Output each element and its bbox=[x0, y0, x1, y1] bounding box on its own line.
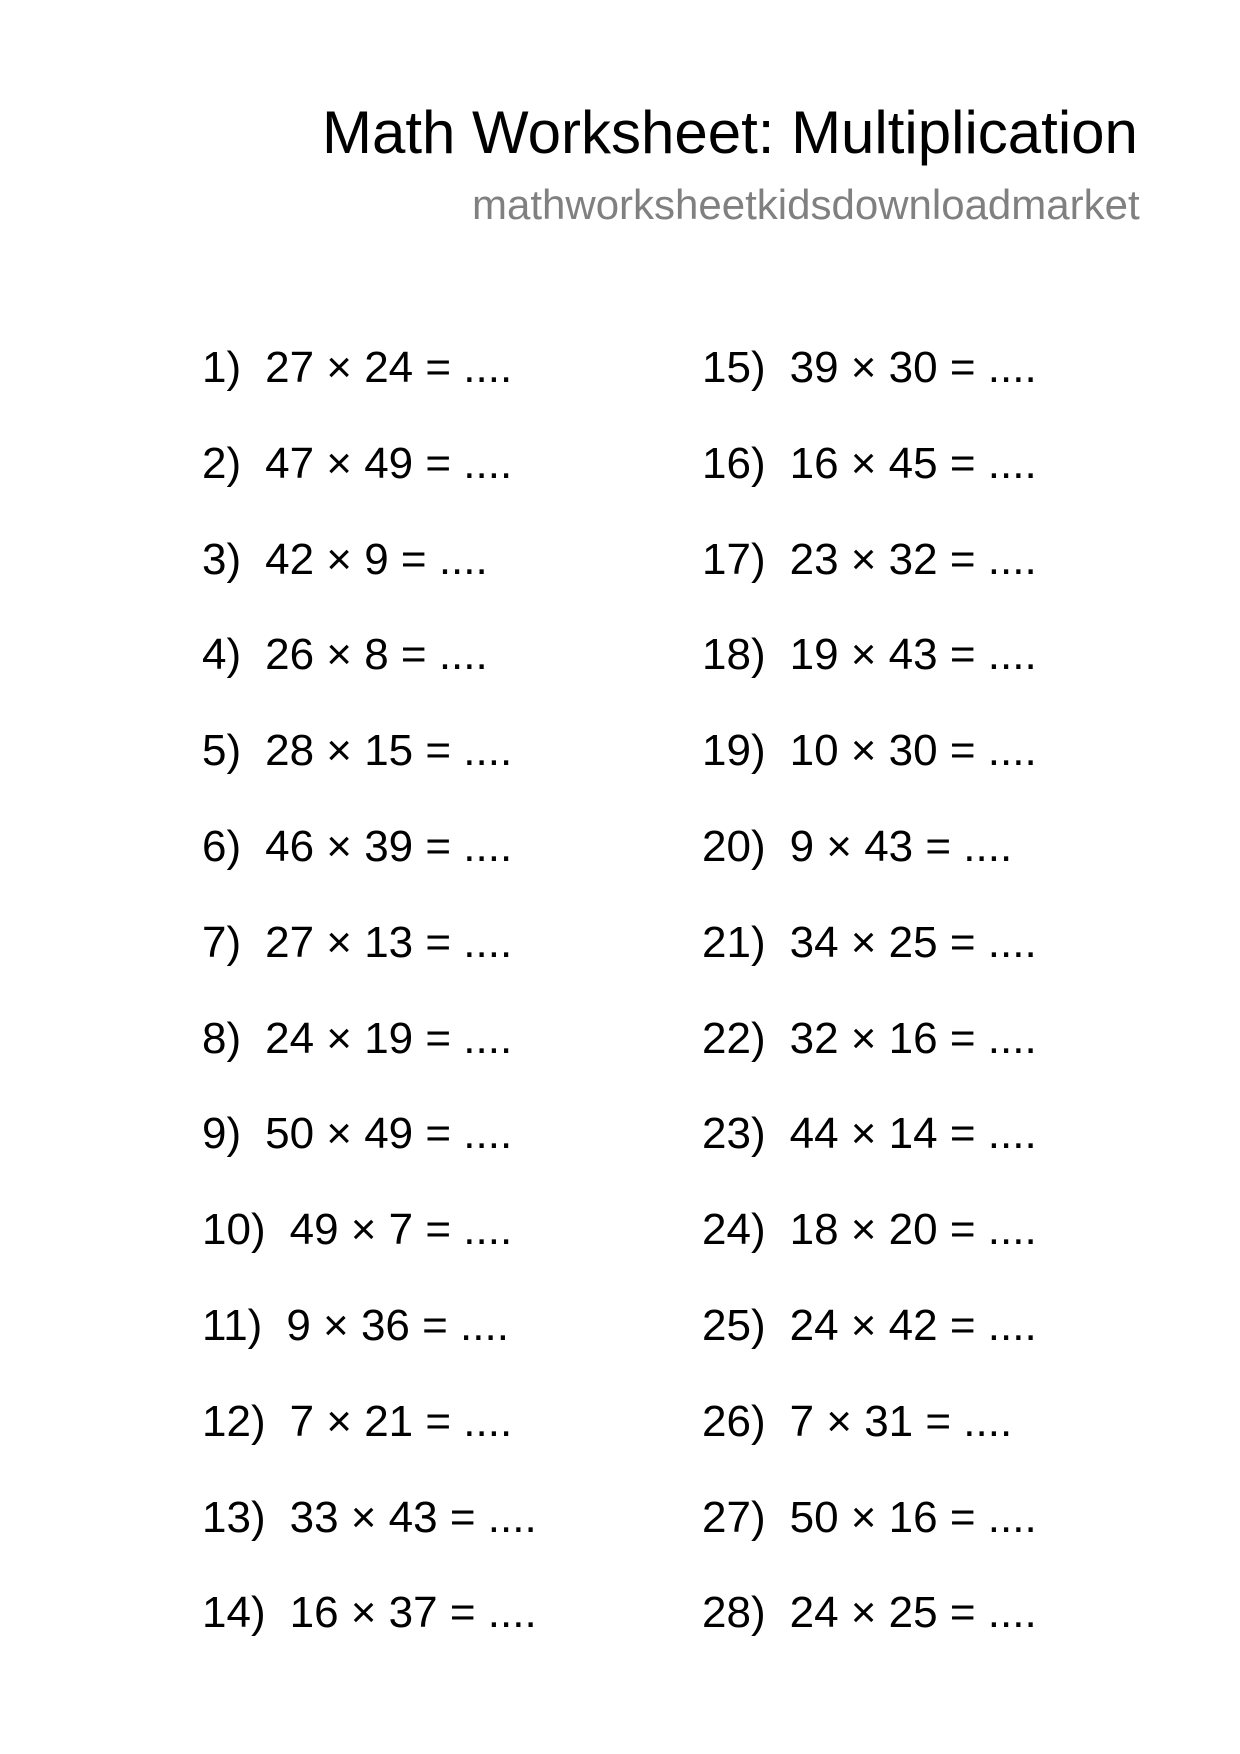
problem-expression: 19 × 43 = .... bbox=[789, 630, 1037, 680]
problem-expression: 7 × 21 = .... bbox=[289, 1396, 513, 1446]
problem-column-right bbox=[702, 343, 1037, 1684]
problem-expression: 49 × 7 = .... bbox=[289, 1205, 513, 1255]
problem-item bbox=[202, 1588, 537, 1684]
problem-number: 26) bbox=[702, 1396, 766, 1446]
problem-item bbox=[202, 630, 537, 726]
problem-number: 22) bbox=[702, 1013, 766, 1063]
problem-number: 18) bbox=[702, 630, 766, 680]
problem-item bbox=[202, 726, 537, 822]
problem-item bbox=[702, 726, 1037, 822]
problem-number: 8) bbox=[202, 1013, 242, 1063]
problem-item bbox=[202, 439, 537, 535]
problem-expression: 26 × 8 = .... bbox=[265, 630, 488, 680]
problem-item bbox=[702, 1109, 1037, 1205]
problem-expression: 33 × 43 = .... bbox=[289, 1492, 537, 1542]
problem-expression: 9 × 43 = .... bbox=[789, 821, 1013, 871]
problem-item bbox=[202, 1109, 537, 1205]
problem-expression: 24 × 42 = .... bbox=[789, 1300, 1037, 1350]
page-title: Math Worksheet: Multiplication bbox=[322, 99, 1138, 166]
problem-number: 2) bbox=[202, 438, 242, 488]
problem-expression: 23 × 32 = .... bbox=[789, 534, 1037, 584]
problem-item bbox=[702, 918, 1037, 1014]
problem-expression: 50 × 49 = .... bbox=[265, 1109, 513, 1159]
problem-item bbox=[702, 822, 1037, 918]
problem-item bbox=[702, 1588, 1037, 1684]
problem-item bbox=[202, 1014, 537, 1110]
problem-number: 28) bbox=[702, 1588, 766, 1638]
problem-item bbox=[702, 630, 1037, 726]
problem-expression: 18 × 20 = .... bbox=[789, 1205, 1037, 1255]
problem-number: 17) bbox=[702, 534, 766, 584]
problem-expression: 27 × 24 = .... bbox=[265, 343, 513, 392]
problem-expression: 42 × 9 = .... bbox=[265, 534, 488, 584]
problem-expression: 32 × 16 = .... bbox=[789, 1013, 1037, 1063]
problem-number: 1) bbox=[202, 343, 242, 392]
problem-number: 9) bbox=[202, 1109, 242, 1159]
problem-number: 25) bbox=[702, 1300, 766, 1350]
problem-expression: 10 × 30 = .... bbox=[789, 726, 1037, 776]
problem-item bbox=[202, 1493, 537, 1589]
problem-item bbox=[202, 918, 537, 1014]
problem-number: 3) bbox=[202, 534, 242, 584]
problem-item bbox=[202, 343, 537, 439]
problem-expression: 16 × 45 = .... bbox=[789, 438, 1037, 488]
problem-number: 23) bbox=[702, 1109, 766, 1159]
problem-number: 16) bbox=[702, 438, 766, 488]
problem-number: 13) bbox=[202, 1492, 266, 1542]
problem-expression: 28 × 15 = .... bbox=[265, 726, 513, 776]
problem-number: 7) bbox=[202, 917, 242, 967]
problem-expression: 39 × 30 = .... bbox=[789, 343, 1037, 392]
problem-number: 24) bbox=[702, 1205, 766, 1255]
problem-number: 12) bbox=[202, 1396, 266, 1446]
problem-expression: 47 × 49 = .... bbox=[265, 438, 513, 488]
problem-item bbox=[202, 535, 537, 631]
problem-expression: 7 × 31 = .... bbox=[789, 1396, 1013, 1446]
problem-expression: 44 × 14 = .... bbox=[789, 1109, 1037, 1159]
problem-item bbox=[702, 1301, 1037, 1397]
problem-item bbox=[202, 822, 537, 918]
problem-item bbox=[702, 343, 1037, 439]
problem-item bbox=[702, 1397, 1037, 1493]
problem-number: 11) bbox=[202, 1300, 263, 1350]
problem-item bbox=[702, 1014, 1037, 1110]
problem-expression: 16 × 37 = .... bbox=[289, 1588, 537, 1638]
problem-number: 15) bbox=[702, 343, 766, 392]
problem-number: 20) bbox=[702, 821, 766, 871]
problem-number: 21) bbox=[702, 917, 766, 967]
problem-item bbox=[202, 1301, 537, 1397]
problem-expression: 24 × 25 = .... bbox=[789, 1588, 1037, 1638]
problem-expression: 9 × 36 = .... bbox=[286, 1300, 509, 1350]
problem-number: 19) bbox=[702, 726, 766, 776]
problem-expression: 50 × 16 = .... bbox=[789, 1492, 1037, 1542]
problem-number: 5) bbox=[202, 726, 242, 776]
page-subtitle: mathworksheetkidsdownloadmarket bbox=[472, 181, 1140, 228]
problem-expression: 24 × 19 = .... bbox=[265, 1013, 513, 1063]
problem-item bbox=[202, 1397, 537, 1493]
problem-expression: 27 × 13 = .... bbox=[265, 917, 513, 967]
problem-item bbox=[702, 439, 1037, 535]
problem-expression: 46 × 39 = .... bbox=[265, 821, 513, 871]
problem-item bbox=[702, 1493, 1037, 1589]
problem-item bbox=[702, 535, 1037, 631]
problem-column-left bbox=[202, 343, 537, 1684]
problem-number: 6) bbox=[202, 821, 242, 871]
problem-number: 27) bbox=[702, 1492, 766, 1542]
problem-expression: 34 × 25 = .... bbox=[789, 917, 1037, 967]
problem-item bbox=[702, 1205, 1037, 1301]
problem-item bbox=[202, 1205, 537, 1301]
problem-number: 10) bbox=[202, 1205, 266, 1255]
problem-number: 4) bbox=[202, 630, 242, 680]
problem-number: 14) bbox=[202, 1588, 266, 1638]
